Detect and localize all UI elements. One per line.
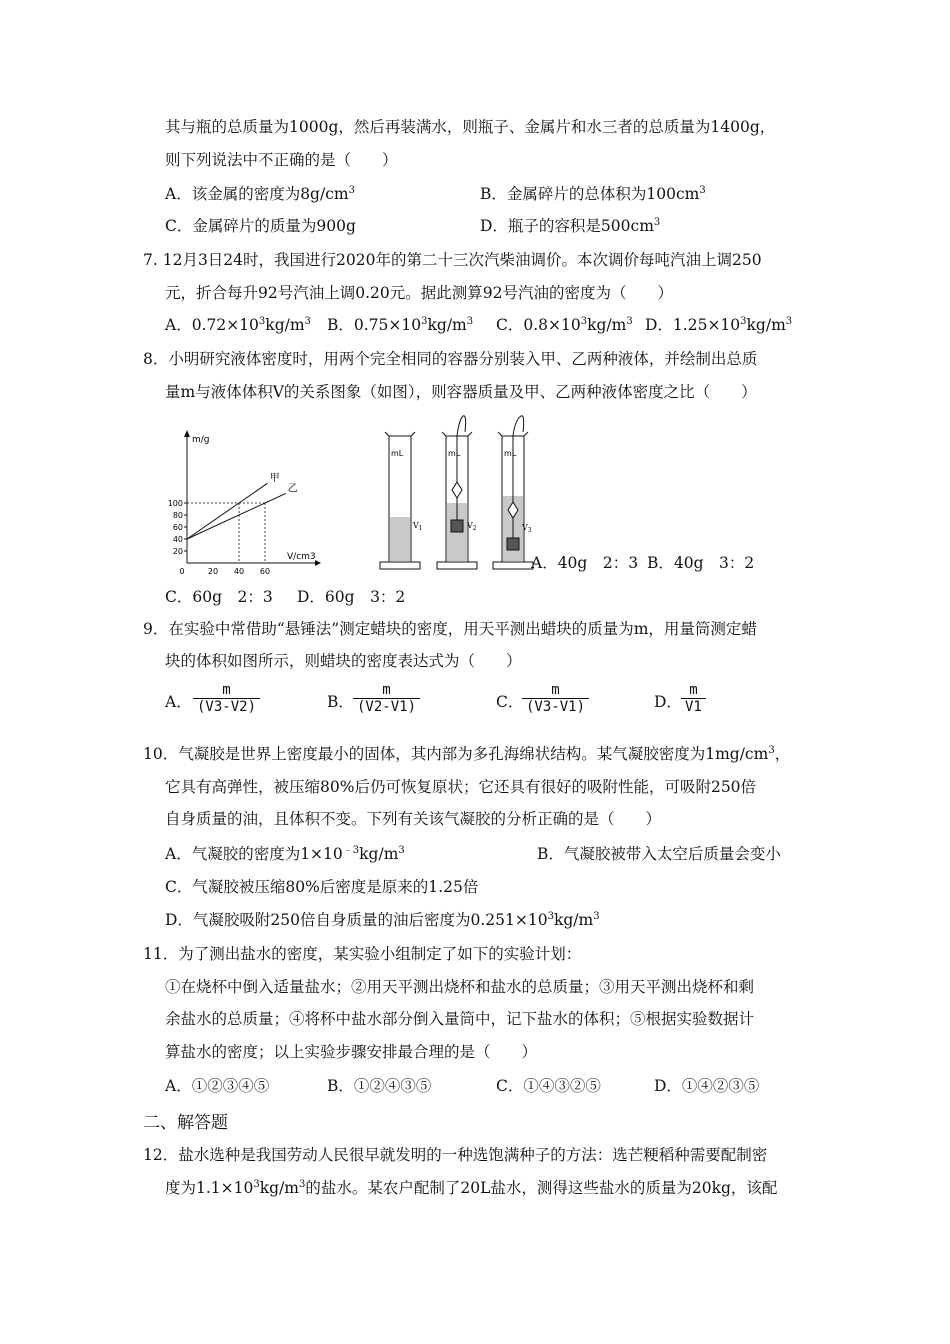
q7-option-c[interactable]: C．$0.8\times 10^3kg/m^3$ [496,316,633,334]
y-axis-label: m/g [192,435,210,445]
q8-option-b[interactable]: B．40g 3：2 [647,554,755,572]
q9-formula-b: $\frac{m}{(V2-V1)}$ [353,682,420,715]
q12-text-line1: 12．盐水选种是我国劳动人民很早就发明的一种选饱满种子的方法：选芒粳稻种需要配制密 [143,1146,768,1164]
q11-option-b[interactable]: B．①②④③⑤ [327,1077,432,1095]
y-tick-label: 20 [172,547,183,556]
q9-formula-a: $\frac{m}{(V3-V2)}$ [193,682,260,715]
q7-text-line2: 元，折合每升92号汽油上调0.20元。据此测算92号汽油的密度为（ ） [165,284,673,302]
cylinder-2-unit: mL [448,449,461,458]
q6-option-d[interactable]: D．瓶子的容积是$500cm^3$ [480,217,661,235]
q9-formula-c: $\frac{m}{(V3-V1)}$ [522,682,589,715]
cylinder-3-unit: mL [504,449,517,458]
cylinder-2-v-label: $V_2$ [467,521,477,532]
q8-option-a[interactable]: A．40g 2：3 [531,554,639,572]
q9-option-d[interactable]: D． [654,693,682,711]
q11-option-a[interactable]: A．①②③④⑤ [165,1077,270,1095]
q6-text-line1: 其与瓶的总质量为1000g，然后再装满水，则瓶子、金属片和水三者的总质量为1400g， [165,118,776,136]
cylinder-1-unit: mL [391,449,404,458]
q9-formula-d: $\frac{m}{V1}$ [681,682,706,715]
q6-text-line2: 则下列说法中不正确的是（ ） [165,151,398,169]
y-tick-label: 60 [172,523,183,532]
x-tick-label: 60 [259,567,271,575]
y-axis-arrow [184,430,190,437]
x-tick-label: 20 [207,567,219,575]
q11-text-line4: 算盐水的密度；以上实验步骤安排最合理的是（ ） [165,1043,538,1061]
q6-option-b[interactable]: B．金属碎片的总体积为$100cm^3$ [480,185,706,203]
series-line-jia [187,483,268,539]
q11-text-line3: 余盐水的总质量；④将杯中盐水部分倒入量筒中，记下盐水的体积；⑤根据实验数据计 [165,1010,755,1028]
measuring-cylinders-figure [375,412,540,577]
cylinder-1 [380,432,423,569]
q7-option-d[interactable]: D．$1.25\times 10^3kg/m^3$ [645,316,793,334]
q8-option-c[interactable]: C．60g 2：3 [165,588,273,606]
cylinder-2 [437,416,477,569]
q6-option-a[interactable]: A．该金属的密度为$8g/cm^3$ [165,185,355,203]
q9-option-a[interactable]: A． [165,693,192,711]
series-label-yi: 乙 [287,483,298,495]
q10-text-line3: 自身质量的油，且体积不变。下列有关该气凝胶的分析正确的是（ ） [165,810,662,828]
cylinder-1-v-label: $V_1$ [413,521,423,532]
q11-text-line2: ①在烧杯中倒入适量盐水；②用天平测出烧杯和盐水的总质量；③用天平测出烧杯和剩 [165,978,755,996]
cylinder-3 [493,416,533,569]
mass-volume-graph [165,425,325,575]
q7-option-a[interactable]: A．$0.72\times 10^3kg/m^3$ [165,316,311,334]
series-line-yi [187,493,286,539]
q9-option-b[interactable]: B． [327,693,354,711]
y-tick-label: 40 [172,535,183,544]
q8-text-line2: 量m与液体体积V的关系图象（如图），则容器质量及甲、乙两种液体密度之比（ ） [165,383,757,401]
q9-option-c[interactable]: C． [496,693,524,711]
q9-text-line2: 块的体积如图所示，则蜡块的密度表达式为（ ） [165,652,522,670]
q7-text-line1: 7. 12月3日24时，我国进行2020年的第二十三次汽柴油调价。本次调价每吨汽油上调250 [143,251,762,269]
series-label-jia: 甲 [269,473,280,485]
q10-text-line1: 10．气凝胶是世界上密度最小的固体，其内部为多孔海绵状结构。某气凝胶密度为$1mg/cm^3$， [143,745,791,763]
q10-option-d[interactable]: D．气凝胶吸附250倍自身质量的油后密度为$0.251\times 10^3kg/m^3$ [165,911,600,929]
q11-option-c[interactable]: C．①④③②⑤ [496,1077,601,1095]
q11-text-line1: 11．为了测出盐水的密度，某实验小组制定了如下的实验计划： [143,945,582,963]
q8-text-line1: 8．小明研究液体密度时，用两个完全相同的容器分别装入甲、乙两种液体，并绘制出总质 [143,350,758,368]
q12-text-line2: 度为$1.1\times 10^3kg/m^3$的盐水。某农户配制了20L盐水，测得这些盐水的质量为20kg，该配 [165,1179,778,1197]
q10-option-b[interactable]: B．气凝胶被带入太空后质量会变小 [537,845,781,863]
q10-option-a[interactable]: A．气凝胶的密度为$1\times 10^{﹣3}kg/m^3$ [165,845,405,863]
q11-option-d[interactable]: D．①④②③⑤ [654,1077,760,1095]
x-tick-label: 40 [233,567,245,575]
q6-option-c[interactable]: C．金属碎片的质量为900g [165,217,356,235]
y-tick-label: 100 [167,499,183,508]
q9-text-line1: 9．在实验中常借助“悬锤法”测定蜡块的密度，用天平测出蜡块的质量为m，用量筒测定蜡 [143,620,757,638]
section-heading-answers: 二、解答题 [143,1113,228,1133]
q8-option-d[interactable]: D．60g 3：2 [297,588,406,606]
q7-option-b[interactable]: B．$0.75\times 10^3kg/m^3$ [327,316,474,334]
q10-text-line2: 它具有高弹性，被压缩80%后仍可恢复原状；它还具有很好的吸附性能，可吸附250倍 [165,778,757,796]
x-tick-label: 0 [179,567,185,575]
x-axis-label: V/cm3 [287,552,316,562]
q10-option-c[interactable]: C．气凝胶被压缩80%后密度是原来的1.25倍 [165,878,479,896]
cylinder-3-v-label: $V_3$ [522,523,532,534]
x-axis-arrow [315,560,321,566]
y-tick-label: 80 [172,511,183,520]
